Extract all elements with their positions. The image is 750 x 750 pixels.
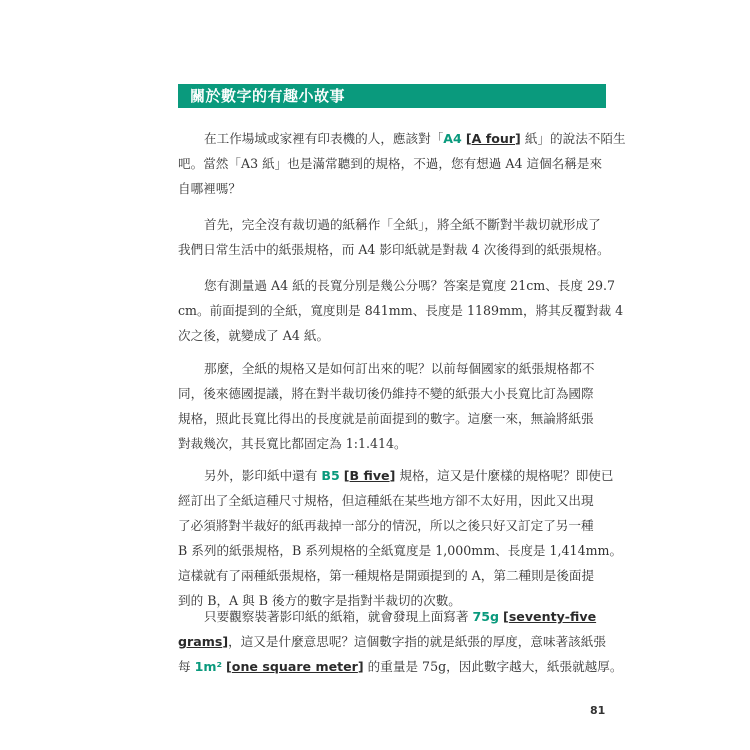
- highlight-term: A4: [443, 131, 462, 146]
- paragraph-line: 您有測量過 A4 紙的長寬分別是幾公分嗎？答案是寬度 21cm、長度 29.7: [204, 278, 616, 293]
- bracket: [: [343, 468, 350, 483]
- bracket: [: [503, 609, 509, 624]
- paragraph-6: [178, 604, 623, 679]
- highlight-term: 1m²: [194, 659, 223, 674]
- text-span: 紙」的說法不陌生: [524, 131, 626, 146]
- paragraph-line: 首先，完全沒有裁切過的紙稱作「全紙」，將全紙不斷對半裁切就形成了: [204, 217, 601, 232]
- paragraph-line: 到的 B，A 與 B 後方的數字是指對半裁切的次數。: [178, 593, 461, 608]
- text-span: 規格，這又是什麼樣的規格呢？即使已: [399, 468, 614, 483]
- paragraph-line: 那麼，全紙的規格又是如何訂出來的呢？以前每個國家的紙張規格都不: [204, 361, 595, 376]
- paragraph-line: 次之後，就變成了 A4 紙。: [178, 328, 330, 343]
- text-span: 另外，影印紙中還有: [204, 468, 318, 483]
- english-reading: B five: [349, 468, 390, 483]
- paragraph-line: 對裁幾次，其長寬比都固定為 1:1.414。: [178, 436, 407, 451]
- text-span: ，這又是什麼意思呢？這個數字指的就是紙張的厚度，意味著該紙張: [228, 634, 606, 649]
- paragraph-line: [178, 629, 606, 654]
- paragraph-line: [178, 654, 623, 679]
- paragraph-1: [178, 126, 626, 201]
- paragraph-line: 這樣就有了兩種紙張規格，第一種規格是開頭提到的 A，第二種則是後面提: [178, 568, 595, 583]
- text-span: 在工作場域或家裡有印表機的人，應該對「: [204, 131, 444, 146]
- paragraph-line: [178, 463, 614, 488]
- paragraph-line: 規格，照此長寬比得出的長度就是前面提到的數字。這麼一來，無論將紙張: [178, 411, 594, 426]
- english-reading: A four: [471, 131, 516, 146]
- paragraph-line: 吧。當然「A3 紙」也是滿常聽到的規格，不過，您有想過 A4 這個名稱是來: [178, 156, 603, 171]
- bracket: ]: [389, 468, 396, 483]
- english-reading: grams: [178, 634, 223, 649]
- english-reading: one square meter: [231, 659, 358, 674]
- english-reading: seventy-five: [508, 609, 597, 624]
- page-number: 81: [590, 704, 606, 717]
- paragraph-3: [178, 273, 624, 348]
- paragraph-line: [178, 126, 626, 151]
- text-span: 每: [178, 659, 191, 674]
- paragraph-2: [178, 212, 610, 262]
- highlight-term: B5: [321, 468, 340, 483]
- paragraph-4: [178, 356, 606, 456]
- paragraph-line: 了必須將對半裁好的紙再裁掉一部分的情況，所以之後只好又訂定了另一種: [178, 518, 594, 533]
- section-header-bar: [178, 84, 606, 108]
- paragraph-line: 同，後來德國提議，將在對半裁切後仍維持不變的紙張大小長寬比訂為國際: [178, 386, 594, 401]
- bracket: [: [226, 659, 232, 674]
- bracket: ]: [357, 659, 364, 674]
- bracket: ]: [515, 131, 521, 146]
- paragraph-line: 自哪裡嗎？: [178, 181, 241, 196]
- bracket: ]: [222, 634, 229, 649]
- paragraph-line: B 系列的紙張規格，B 系列規格的全紙寬度是 1,000mm、長度是 1,414mm。: [178, 543, 623, 558]
- paragraph-line: [178, 604, 606, 629]
- paragraph-line: cm。前面提到的全紙，寬度則是 841mm、長度是 1189mm，將其反覆對裁 4: [178, 303, 624, 318]
- paragraph-line: 我們日常生活中的紙張規格，而 A4 影印紙就是對裁 4 次後得到的紙張規格。: [178, 242, 610, 257]
- bracket: [: [465, 131, 472, 146]
- text-span: 的重量是 75g，因此數字越大，紙張就越厚。: [367, 659, 623, 674]
- paragraph-line: 經訂出了全紙這種尺寸規格，但這種紙在某些地方卻不太好用，因此又出現: [178, 493, 594, 508]
- highlight-term: 75g: [472, 609, 500, 624]
- text-span: 只要觀察裝著影印紙的紙箱，就會發現上面寫著: [204, 609, 469, 624]
- paragraph-5: [178, 463, 623, 613]
- section-title: 關於數字的有趣小故事: [190, 87, 346, 105]
